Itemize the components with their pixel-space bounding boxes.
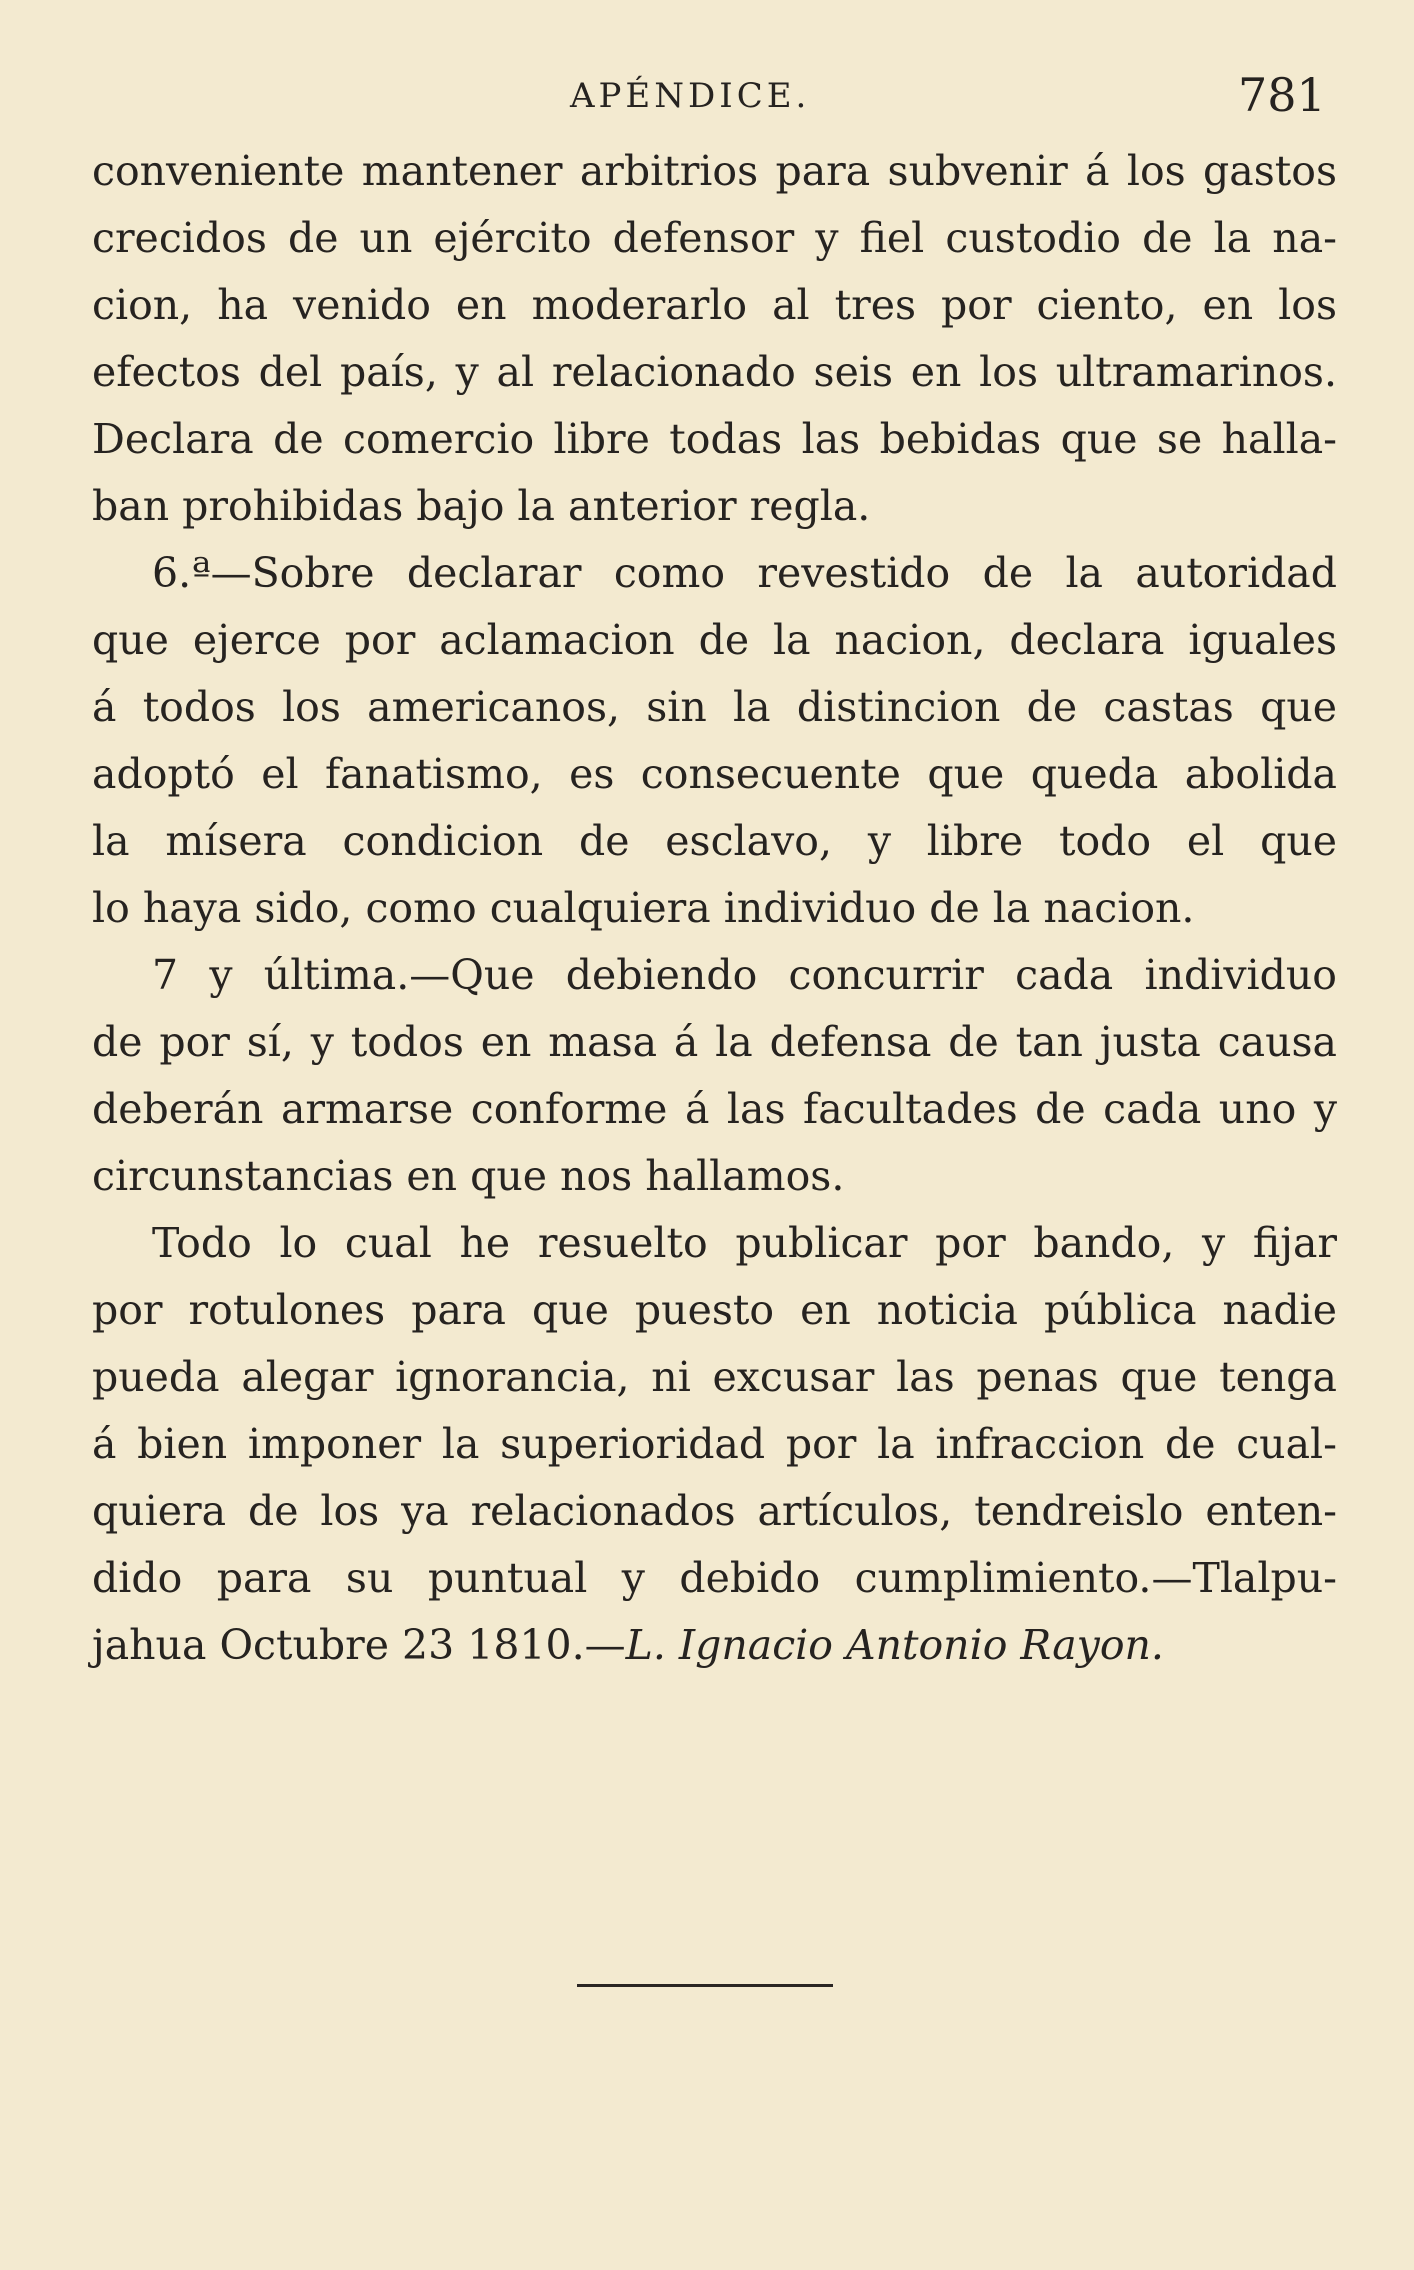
text-line: adoptó el fanatismo, es consecuente que queda abolida: [92, 750, 1337, 798]
text-line: ban prohibidas bajo la anterior regla.: [92, 482, 871, 530]
text-line: dido para su puntual y debido cumplimiento.—Tlalpu-: [92, 1554, 1337, 1602]
text-line: crecidos de un ejército defensor y fiel custodio de la na-: [92, 214, 1337, 262]
text-line: conveniente mantener arbitrios para subvenir á los gastos: [92, 147, 1337, 195]
running-head: [0, 68, 1414, 128]
text-line: efectos del país, y al relacionado seis en los ultramarinos.: [92, 348, 1337, 396]
text-line: circunstancias en que nos hallamos.: [92, 1152, 845, 1200]
paragraph-start: Todo lo cual he resuelto publicar por bando, y fijar: [152, 1219, 1337, 1267]
running-head-title: APÉNDICE.: [570, 76, 811, 116]
page-number: 781: [1238, 68, 1326, 122]
text-line: que ejerce por aclamacion de la nacion, declara iguales: [92, 616, 1337, 664]
body-text: [92, 138, 1337, 1679]
text-line: lo haya sido, como cualquiera individuo de la nacion.: [92, 884, 1195, 932]
paragraph-start: 7 y última.—Que debiendo concurrir cada individuo: [152, 951, 1337, 999]
paragraph-start: 6.ª—Sobre declarar como revestido de la autoridad: [152, 549, 1337, 597]
text-line: cion, ha venido en moderarlo al tres por ciento, en los: [92, 281, 1337, 329]
text-line: á todos los americanos, sin la distincion de castas que: [92, 683, 1337, 731]
text-line: la mísera condicion de esclavo, y libre todo el que: [92, 817, 1337, 865]
text-line: Declara de comercio libre todas las bebidas que se halla-: [92, 415, 1337, 463]
final-line-text: jahua Octubre 23 1810.—: [92, 1621, 626, 1669]
text-line: á bien imponer la superioridad por la infraccion de cual-: [92, 1420, 1337, 1468]
signature: L. Ignacio Antonio Rayon.: [625, 1621, 1164, 1669]
text-line: pueda alegar ignorancia, ni excusar las penas que tenga: [92, 1353, 1337, 1401]
text-line: por rotulones para que puesto en noticia pública nadie: [92, 1286, 1337, 1334]
text-line: deberán armarse conforme á las facultades de cada uno y: [92, 1085, 1337, 1133]
text-line: de por sí, y todos en masa á la defensa de tan justa causa: [92, 1018, 1337, 1066]
text-line: quiera de los ya relacionados artículos, tendreislo enten-: [92, 1487, 1337, 1535]
final-line: [92, 1612, 1337, 1679]
section-divider: [577, 1984, 833, 1987]
